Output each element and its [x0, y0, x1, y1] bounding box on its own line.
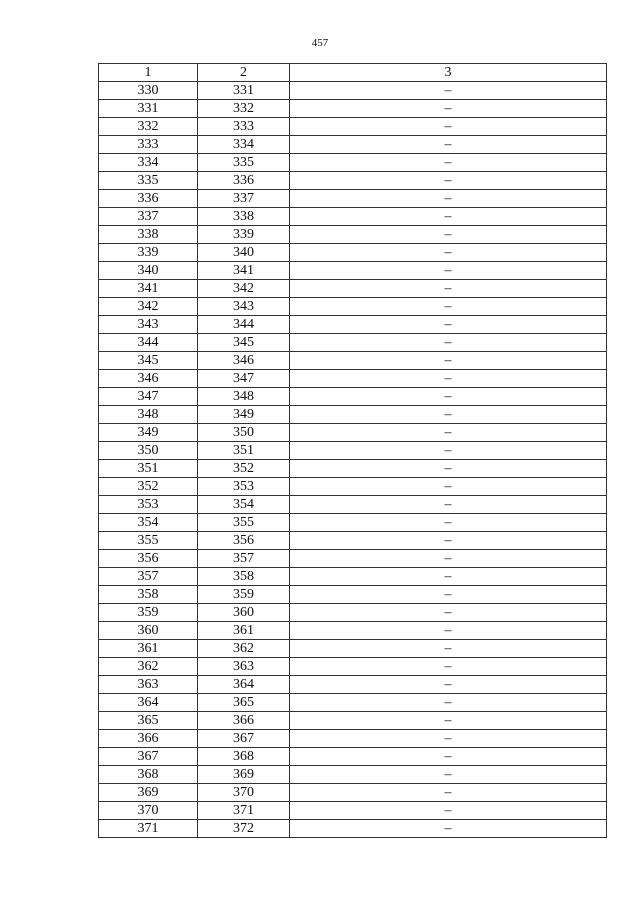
data-table — [98, 63, 607, 838]
table-cell-col-1: 366 — [99, 730, 198, 748]
table-cell-col-2: 370 — [198, 784, 290, 802]
table-cell-col-2: 359 — [198, 586, 290, 604]
table-cell-col-3: – — [290, 388, 607, 406]
table-row — [99, 154, 607, 172]
table-cell-col-2: 340 — [198, 244, 290, 262]
table-cell-col-3: – — [290, 622, 607, 640]
table-cell-col-1: 349 — [99, 424, 198, 442]
table-cell-col-1: 348 — [99, 406, 198, 424]
table-cell-col-2: 341 — [198, 262, 290, 280]
table-cell-col-2: 362 — [198, 640, 290, 658]
table-row — [99, 190, 607, 208]
table-cell-col-2: 351 — [198, 442, 290, 460]
table-row — [99, 316, 607, 334]
table-cell-col-2: 345 — [198, 334, 290, 352]
table-cell-col-3: – — [290, 190, 607, 208]
table-row — [99, 280, 607, 298]
table-cell-col-2: 333 — [198, 118, 290, 136]
table-cell-col-3: – — [290, 406, 607, 424]
table-row — [99, 244, 607, 262]
table-cell-col-3: – — [290, 172, 607, 190]
table-cell-col-1: 369 — [99, 784, 198, 802]
table-cell-col-1: 368 — [99, 766, 198, 784]
table-cell-col-3: – — [290, 532, 607, 550]
table-cell-col-3: – — [290, 226, 607, 244]
table-row — [99, 82, 607, 100]
table-cell-col-1: 341 — [99, 280, 198, 298]
table-row — [99, 784, 607, 802]
table-cell-col-1: 365 — [99, 712, 198, 730]
table-cell-col-1: 360 — [99, 622, 198, 640]
table-cell-col-3: – — [290, 460, 607, 478]
table-cell-col-2: 371 — [198, 802, 290, 820]
column-header-2: 2 — [198, 64, 290, 82]
table-cell-col-3: – — [290, 640, 607, 658]
table-cell-col-2: 369 — [198, 766, 290, 784]
table-cell-col-2: 332 — [198, 100, 290, 118]
table-cell-col-3: – — [290, 262, 607, 280]
table-cell-col-2: 349 — [198, 406, 290, 424]
table-row — [99, 694, 607, 712]
table-row — [99, 172, 607, 190]
table-cell-col-1: 330 — [99, 82, 198, 100]
table-cell-col-1: 351 — [99, 460, 198, 478]
table-cell-col-1: 364 — [99, 694, 198, 712]
table-row — [99, 568, 607, 586]
table-row — [99, 496, 607, 514]
table-cell-col-1: 334 — [99, 154, 198, 172]
column-header-3: 3 — [290, 64, 607, 82]
table-cell-col-1: 350 — [99, 442, 198, 460]
table-cell-col-1: 342 — [99, 298, 198, 316]
table-row — [99, 208, 607, 226]
table-cell-col-2: 364 — [198, 676, 290, 694]
table-cell-col-3: – — [290, 514, 607, 532]
table-row — [99, 118, 607, 136]
table-row — [99, 262, 607, 280]
table-cell-col-1: 354 — [99, 514, 198, 532]
table-cell-col-2: 331 — [198, 82, 290, 100]
table-cell-col-1: 345 — [99, 352, 198, 370]
table-cell-col-3: – — [290, 244, 607, 262]
table-cell-col-1: 347 — [99, 388, 198, 406]
table-cell-col-1: 356 — [99, 550, 198, 568]
table-cell-col-3: – — [290, 424, 607, 442]
table-cell-col-3: – — [290, 478, 607, 496]
table-cell-col-2: 354 — [198, 496, 290, 514]
table-row — [99, 442, 607, 460]
table-cell-col-1: 332 — [99, 118, 198, 136]
table-cell-col-2: 337 — [198, 190, 290, 208]
table-cell-col-2: 357 — [198, 550, 290, 568]
table-cell-col-2: 356 — [198, 532, 290, 550]
table-row — [99, 586, 607, 604]
table-cell-col-3: – — [290, 604, 607, 622]
table-cell-col-3: – — [290, 118, 607, 136]
table-cell-col-3: – — [290, 334, 607, 352]
table-row — [99, 532, 607, 550]
table-cell-col-1: 370 — [99, 802, 198, 820]
table-cell-col-3: – — [290, 802, 607, 820]
table-cell-col-3: – — [290, 550, 607, 568]
table-cell-col-3: – — [290, 496, 607, 514]
table-row — [99, 136, 607, 154]
table-row — [99, 730, 607, 748]
table-cell-col-1: 346 — [99, 370, 198, 388]
table-cell-col-2: 346 — [198, 352, 290, 370]
table-row — [99, 406, 607, 424]
table-cell-col-1: 353 — [99, 496, 198, 514]
table-row — [99, 658, 607, 676]
table-cell-col-2: 355 — [198, 514, 290, 532]
table-cell-col-3: – — [290, 154, 607, 172]
table-row — [99, 460, 607, 478]
table-cell-col-2: 368 — [198, 748, 290, 766]
table-cell-col-1: 340 — [99, 262, 198, 280]
table-cell-col-2: 352 — [198, 460, 290, 478]
table-cell-col-3: – — [290, 712, 607, 730]
table-cell-col-1: 361 — [99, 640, 198, 658]
table-row — [99, 352, 607, 370]
table-cell-col-3: – — [290, 298, 607, 316]
table-cell-col-3: – — [290, 316, 607, 334]
table-cell-col-3: – — [290, 208, 607, 226]
table-cell-col-1: 343 — [99, 316, 198, 334]
page-number: 457 — [311, 37, 329, 49]
table-cell-col-2: 335 — [198, 154, 290, 172]
table-cell-col-1: 336 — [99, 190, 198, 208]
table-row — [99, 820, 607, 838]
table-cell-col-2: 367 — [198, 730, 290, 748]
table-row — [99, 604, 607, 622]
table-row — [99, 370, 607, 388]
table-cell-col-3: – — [290, 748, 607, 766]
table-cell-col-3: – — [290, 442, 607, 460]
table-cell-col-2: 336 — [198, 172, 290, 190]
table-cell-col-2: 348 — [198, 388, 290, 406]
table-cell-col-1: 355 — [99, 532, 198, 550]
table-cell-col-2: 334 — [198, 136, 290, 154]
table-row — [99, 514, 607, 532]
table-row — [99, 334, 607, 352]
column-header-1: 1 — [99, 64, 198, 82]
table-cell-col-3: – — [290, 730, 607, 748]
table-cell-col-2: 363 — [198, 658, 290, 676]
table-cell-col-1: 371 — [99, 820, 198, 838]
table-cell-col-1: 357 — [99, 568, 198, 586]
table-cell-col-2: 344 — [198, 316, 290, 334]
table-row — [99, 640, 607, 658]
table-cell-col-1: 359 — [99, 604, 198, 622]
table-cell-col-1: 367 — [99, 748, 198, 766]
table-cell-col-3: – — [290, 352, 607, 370]
table-cell-col-3: – — [290, 694, 607, 712]
table-cell-col-2: 366 — [198, 712, 290, 730]
table-cell-col-1: 333 — [99, 136, 198, 154]
table-cell-col-3: – — [290, 766, 607, 784]
table-cell-col-3: – — [290, 280, 607, 298]
table-cell-col-2: 353 — [198, 478, 290, 496]
table-row — [99, 550, 607, 568]
table-cell-col-3: – — [290, 100, 607, 118]
table-row — [99, 424, 607, 442]
table-row — [99, 676, 607, 694]
table-cell-col-1: 337 — [99, 208, 198, 226]
table-cell-col-1: 339 — [99, 244, 198, 262]
table-cell-col-3: – — [290, 370, 607, 388]
table-cell-col-1: 363 — [99, 676, 198, 694]
table-cell-col-1: 335 — [99, 172, 198, 190]
table-cell-col-2: 347 — [198, 370, 290, 388]
table-cell-col-2: 343 — [198, 298, 290, 316]
table-row — [99, 478, 607, 496]
table-row — [99, 712, 607, 730]
table-cell-col-3: – — [290, 676, 607, 694]
table-row — [99, 388, 607, 406]
table-body — [99, 82, 607, 838]
table-header — [99, 64, 607, 82]
table-cell-col-2: 361 — [198, 622, 290, 640]
table-cell-col-1: 338 — [99, 226, 198, 244]
table-cell-col-2: 358 — [198, 568, 290, 586]
table-cell-col-3: – — [290, 82, 607, 100]
table-row — [99, 100, 607, 118]
header-row — [99, 64, 607, 82]
table-row — [99, 802, 607, 820]
table-row — [99, 298, 607, 316]
table-row — [99, 766, 607, 784]
table-cell-col-2: 342 — [198, 280, 290, 298]
table-cell-col-2: 360 — [198, 604, 290, 622]
table-cell-col-1: 331 — [99, 100, 198, 118]
table-cell-col-3: – — [290, 784, 607, 802]
table-cell-col-2: 365 — [198, 694, 290, 712]
table-cell-col-1: 344 — [99, 334, 198, 352]
table-cell-col-3: – — [290, 820, 607, 838]
table-cell-col-2: 339 — [198, 226, 290, 244]
table-row — [99, 226, 607, 244]
table-cell-col-3: – — [290, 586, 607, 604]
table-cell-col-1: 352 — [99, 478, 198, 496]
table-cell-col-1: 362 — [99, 658, 198, 676]
table-cell-col-3: – — [290, 658, 607, 676]
table-row — [99, 748, 607, 766]
table-cell-col-2: 350 — [198, 424, 290, 442]
table-cell-col-2: 372 — [198, 820, 290, 838]
table-row — [99, 622, 607, 640]
table-cell-col-3: – — [290, 568, 607, 586]
table-cell-col-3: – — [290, 136, 607, 154]
table-cell-col-2: 338 — [198, 208, 290, 226]
table-cell-col-1: 358 — [99, 586, 198, 604]
